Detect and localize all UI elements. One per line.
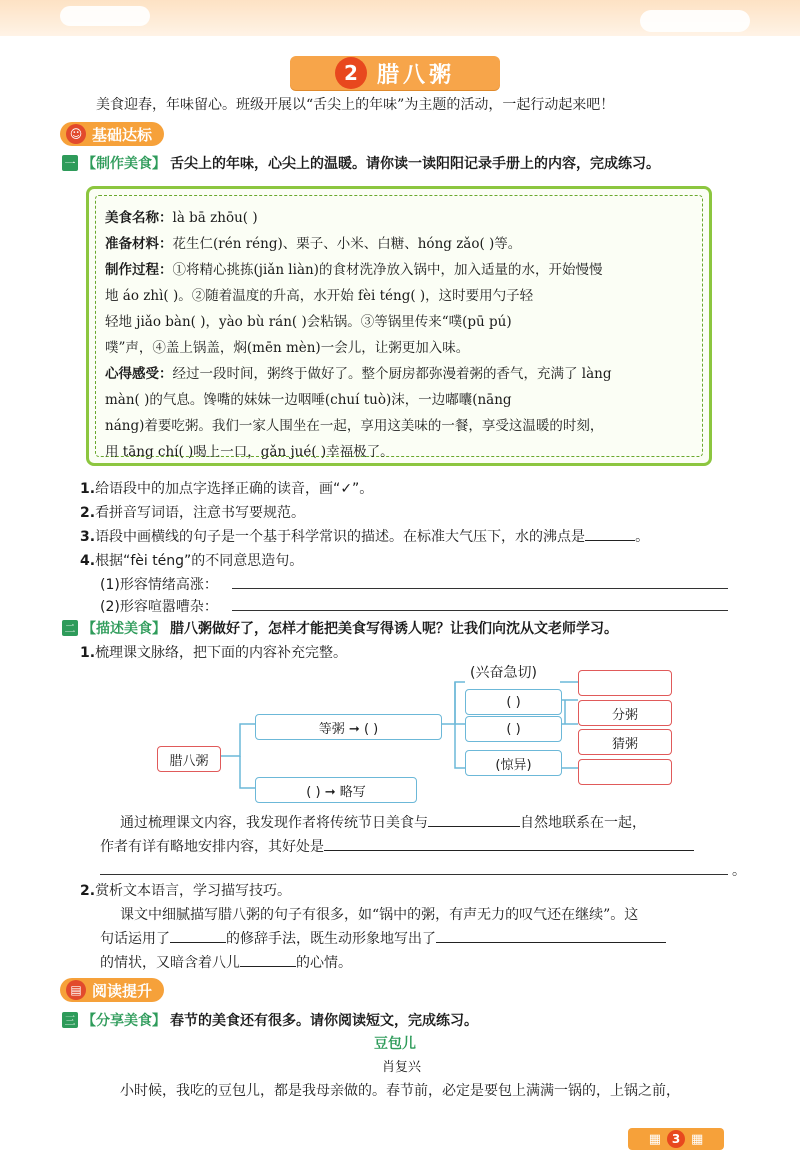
reading-paragraph: 小时候，我吃的豆包儿，都是我母亲做的。春节前，必定是要包上满满一锅的，上锅之前， <box>120 1083 680 1099</box>
section-basic-badge <box>60 122 164 146</box>
page-badge-decor: ▦ <box>691 1131 704 1147</box>
diagram-result-3: 猜粥 <box>578 729 672 755</box>
diagram-branch-3: (惊异) <box>465 750 562 776</box>
task-1-header <box>62 153 660 173</box>
diagram-root: 腊八粥 <box>157 746 221 772</box>
diagram-wait-node[interactable]: 等粥 ➞ ( ) <box>255 714 442 740</box>
question-1-1 <box>80 478 373 498</box>
paragraph-text: 的修辞手法，既生动形象地写出了 <box>226 931 436 947</box>
task-instruction: 腊八粥做好了，怎样才能把美食写得诱人呢？让我们向沈从文老师学习。 <box>170 621 618 637</box>
paragraph-text: 的情状，又暗含着八儿 <box>100 955 240 971</box>
question-1-4a <box>100 574 218 594</box>
record-card <box>86 186 712 466</box>
question-1-2 <box>80 502 305 522</box>
section-reading-badge <box>60 978 164 1002</box>
paragraph <box>100 952 352 972</box>
diagram-result-2: 分粥 <box>578 700 672 726</box>
card-text: 用 tāng chí( )喝上一口，gǎn jué( )幸福极了。 <box>105 444 394 460</box>
card-text: náng)着要吃粥。我们一家人围坐在一起，享用这美味的一餐，享受这温暖的时刻， <box>105 418 604 434</box>
question-text: 赏析文本语言，学习描写技巧。 <box>95 883 292 899</box>
question-2-1 <box>80 642 347 662</box>
paragraph <box>100 836 694 856</box>
task-number: 三 <box>62 1012 78 1028</box>
diagram-branch-2[interactable]: ( ) <box>465 716 562 742</box>
answer-line[interactable] <box>232 610 728 611</box>
diagram-branch-1[interactable]: ( ) <box>465 689 562 715</box>
paragraph-text: 作者有详有略地安排内容，其好处是 <box>100 839 324 855</box>
answer-line[interactable] <box>100 874 728 875</box>
diagram-short-node[interactable]: ( ) ➞ 略写 <box>255 777 417 803</box>
card-text: là bā zhōu( ) <box>172 210 258 226</box>
lesson-number: 2 <box>335 57 367 89</box>
question-text: 语段中画横线的句子是一个基于科学常识的描述。在标准大气压下，水的沸点是 <box>95 529 586 545</box>
card-line <box>105 258 602 278</box>
card-text: 花生仁(rén réng)、栗子、小米、白糖、hóng zǎo( )等。 <box>172 236 522 252</box>
paragraph-end: 。 <box>732 863 746 879</box>
answer-blank[interactable] <box>585 526 635 541</box>
question-number: 4. <box>80 553 96 569</box>
card-line <box>105 388 512 408</box>
lesson-title: 腊八粥 <box>376 62 455 88</box>
paragraph-text: 的心情。 <box>296 955 352 971</box>
question-number: 3. <box>80 529 96 545</box>
diagram-result-4[interactable] <box>578 759 672 785</box>
card-line <box>105 414 603 434</box>
page-badge-decor: ▦ <box>648 1131 661 1147</box>
lesson-title-bar <box>290 56 500 90</box>
task-instruction: 舌尖上的年味，心尖上的温暖。请你读一读阳阳记录手册上的内容，完成练习。 <box>170 156 660 172</box>
card-text: 噗”声，④盖上锅盖，焖(mēn mèn)一会儿，让粥更加入味。 <box>105 340 470 356</box>
answer-blank[interactable] <box>436 928 666 943</box>
cloud-decoration <box>640 10 750 32</box>
card-line <box>105 336 469 356</box>
reading-title: 豆包儿 <box>374 1036 416 1052</box>
task-2-header <box>62 618 618 638</box>
answer-blank[interactable] <box>324 836 694 851</box>
question-text: 给语段中的加点字选择正确的读音，画“✓”。 <box>95 481 374 497</box>
card-line <box>105 284 533 304</box>
card-label: 准备材料： <box>105 236 173 252</box>
question-text: (2)形容喧嚣嘈杂： <box>100 599 218 615</box>
card-line <box>105 232 521 252</box>
question-1-4 <box>80 550 303 570</box>
question-number: 1. <box>80 481 96 497</box>
paragraph-text: 句话运用了 <box>100 931 170 947</box>
paragraph: 课文中细腻描写腊八粥的句子有很多，如“锅中的粥，有声无力的叹气还在继续”。这 <box>120 907 639 923</box>
paragraph <box>100 928 666 948</box>
card-text: 经过一段时间，粥终于做好了。整个厨房都弥漫着粥的香气，充满了 làng <box>172 366 612 382</box>
diagram-note: (兴奋急切) <box>470 665 537 681</box>
card-text: màn( )的气息。馋嘴的妹妹一边咽唾(chuí tuò)沫，一边嘟囔(nāng <box>105 392 512 408</box>
answer-line[interactable] <box>232 588 728 589</box>
task-tag: 【描述美食】 <box>82 621 166 637</box>
question-number: 1. <box>80 645 96 661</box>
card-label: 制作过程： <box>105 262 173 278</box>
diagram-result-1[interactable] <box>578 670 672 696</box>
card-text: 轻地 jiǎo bàn( )，yào bù rán( )会粘锅。③等锅里传来“噗(pū pú) <box>105 314 512 330</box>
cloud-decoration <box>60 6 150 26</box>
question-text: (1)形容情绪高涨： <box>100 577 218 593</box>
card-text: ①将精心挑拣(jiǎn liàn)的食材洗净放入锅中，加入适量的水，开始慢慢 <box>172 262 603 278</box>
question-number: 2. <box>80 883 96 899</box>
card-line <box>105 362 612 382</box>
card-line <box>105 440 394 460</box>
question-number: 2. <box>80 505 96 521</box>
answer-blank[interactable] <box>240 952 296 967</box>
question-2-2 <box>80 880 291 900</box>
task-tag: 【分享美食】 <box>82 1013 166 1029</box>
task-tag: 【制作美食】 <box>82 156 166 172</box>
book-icon: ▤ <box>66 980 86 1000</box>
task-3-header <box>62 1010 478 1030</box>
card-text: 地 áo zhì( )。②随着温度的升高，水开始 fèi téng( )，这时要用勺子轻 <box>105 288 534 304</box>
intro-text: 美食迎春，年味留心。班级开展以“舌尖上的年味”为主题的活动，一起行动起来吧！ <box>96 97 615 113</box>
paragraph-text: 自然地联系在一起， <box>520 815 646 831</box>
paragraph-text: 通过梳理课文内容，我发现作者将传统节日美食与 <box>120 815 428 831</box>
reading-author: 肖复兴 <box>382 1060 422 1075</box>
question-1-3 <box>80 526 649 546</box>
page-number-badge <box>628 1128 724 1150</box>
section-reading-label: 阅读提升 <box>92 981 153 1000</box>
card-line <box>105 310 512 330</box>
question-1-4b <box>100 596 218 616</box>
task-instruction: 春节的美食还有很多。请你阅读短文，完成练习。 <box>170 1013 478 1029</box>
answer-blank[interactable] <box>428 812 520 827</box>
question-text: 根据“fèi téng”的不同意思造句。 <box>95 553 304 569</box>
card-label: 心得感受： <box>105 366 173 382</box>
card-line <box>105 206 258 226</box>
question-text: 梳理课文脉络，把下面的内容补充完整。 <box>95 645 348 661</box>
task-number: 一 <box>62 155 78 171</box>
question-text: 。 <box>635 529 650 545</box>
task-number: 二 <box>62 620 78 636</box>
page-number: 3 <box>667 1130 685 1148</box>
answer-blank[interactable] <box>170 928 226 943</box>
card-label: 美食名称： <box>105 210 173 226</box>
question-text: 看拼音写词语，注意书写要规范。 <box>95 505 306 521</box>
person-icon: ☺ <box>66 124 86 144</box>
paragraph <box>120 812 646 832</box>
section-basic-label: 基础达标 <box>92 125 153 144</box>
